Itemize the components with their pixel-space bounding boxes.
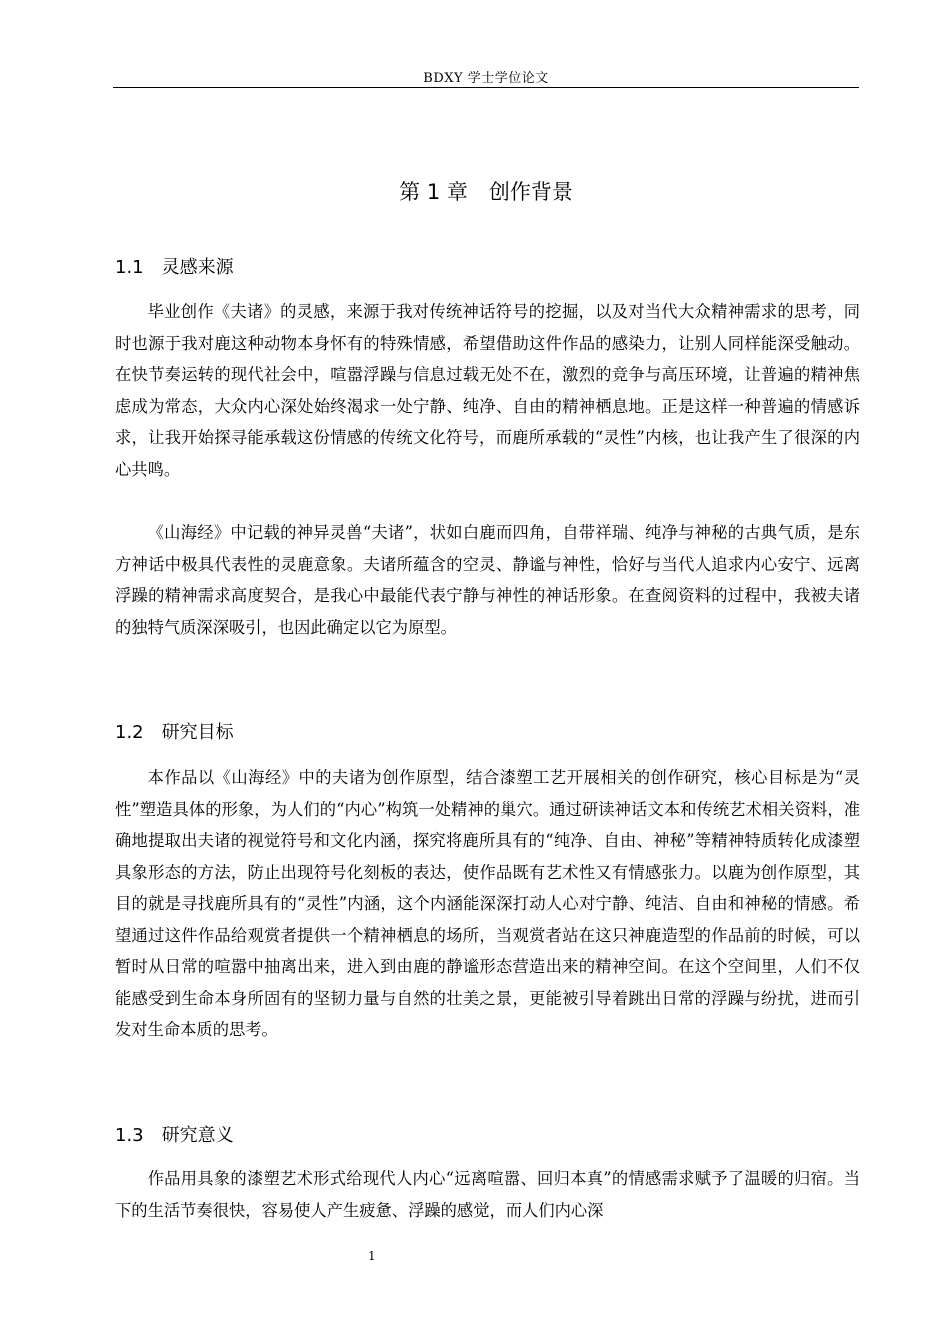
paragraph-1-1-a: 毕业创作《夫诸》的灵感，来源于我对传统神话符号的挖掘，以及对当代大众精神需求的思考，同时也源于我对鹿这种动物本身怀有的特殊情感，希望借助这件作品的感染力，让别人同样能深受触动。在快节奏运转的现代社会中，喧嚣浮躁与信息过载无处不在，激烈的竞争与高压环境，让普遍的精神焦虑成为常态，大众内心深处始终渴求一处宁静、纯净、自由的精神栖息地。正是这样一种普遍的情感诉求，让我开始探寻能承载这份情感的传统文化符号，而鹿所承载的“灵性”内核，也让我产生了很深的内心共鸣。	[115, 302, 860, 479]
paragraph-1-2-a: 本作品以《山海经》中的夫诸为创作原型，结合漆塑工艺开展相关的创作研究，核心目标是为“灵性”塑造具体的形象，为人们的“内心”构筑一处精神的巢穴。通过研读神话文本和传统艺术相关资料，准确地提取出夫诸的视觉符号和文化内涵，探究将鹿所具有的“纯净、自由、神秘”等精神特质转化成漆塑具象形态的方法，防止出现符号化刻板的表达，使作品既有艺术性又有情感张力。以鹿为创作原型，其目的就是寻找鹿所具有的“灵性”内涵，这个内涵能深深打动人心对宁静、纯洁、自由和神秘的情感。希望通过这件作品给观赏者提供一个精神栖息的场所，当观赏者站在这只神鹿造型的作品前的时候，可以暂时从日常的喧嚣中抽离出来，进入到由鹿的静谧形态营造出来的精神空间。在这个空间里，人们不仅能感受到生命本身所固有的坚韧力量与自然的壮美之景，更能被引导着跳出日常的浮躁与纷扰，进而引发对生命本质的思考。	[115, 768, 860, 1039]
section-heading-1-3: 1.3 研究意义	[115, 1125, 234, 1146]
section-heading-1-2: 1.2 研究目标	[115, 722, 234, 743]
chapter-title: 第 1 章 创作背景	[399, 180, 573, 204]
running-header: BDXY 学士学位论文	[423, 71, 549, 86]
paragraph-1-3-a: 作品用具象的漆塑艺术形式给现代人内心“远离喧嚣、回归本真”的情感需求赋予了温暖的归宿。当下的生活节奏很快，容易使人产生疲惫、浮躁的感觉，而人们内心深	[115, 1169, 860, 1220]
page-number: 1	[368, 1249, 376, 1263]
header-rule	[113, 87, 859, 88]
paragraph-1-1-b: 《山海经》中记载的神异灵兽“夫诸”，状如白鹿而四角，自带祥瑞、纯净与神秘的古典气质，是东方神话中极具代表性的灵鹿意象。夫诸所蕴含的空灵、静谧与神性，恰好与当代人追求内心安宁、远离浮躁的精神需求高度契合，是我心中最能代表宁静与神性的神话形象。在查阅资料的过程中，我被夫诸的独特气质深深吸引，也因此确定以它为原型。	[115, 523, 860, 637]
section-heading-1-1: 1.1 灵感来源	[115, 257, 234, 278]
